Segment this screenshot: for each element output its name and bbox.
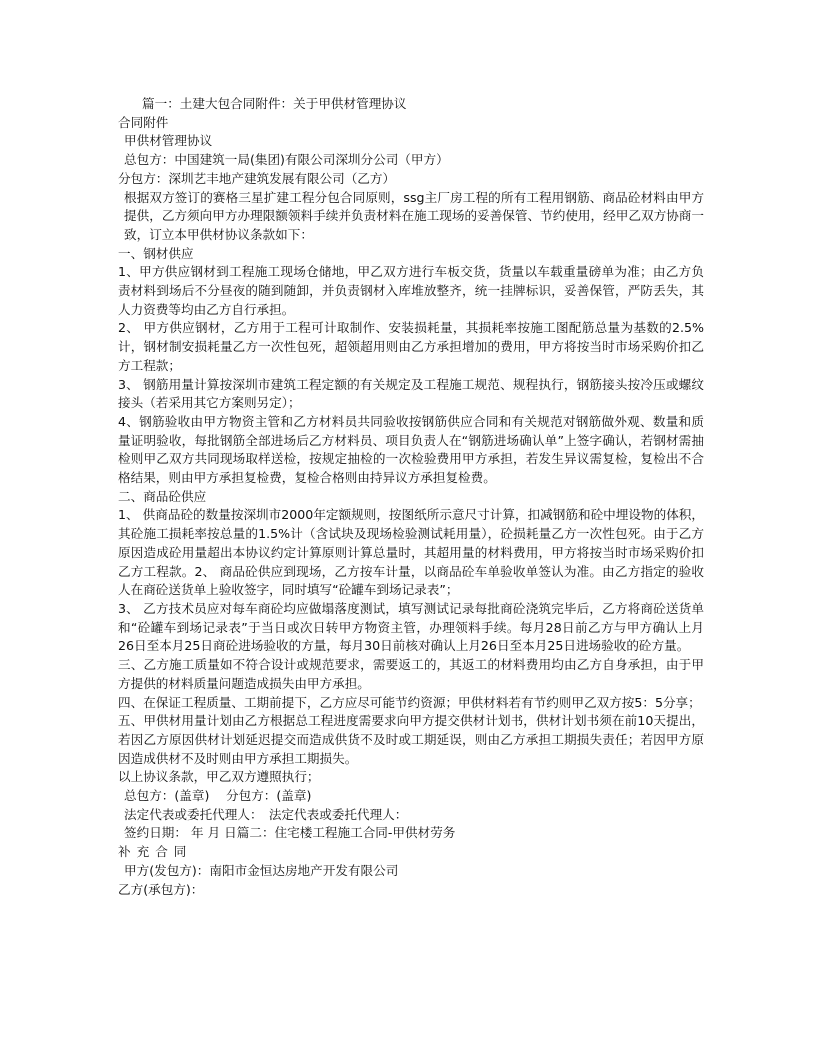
general-contractor-line: 总包方：中国建筑一局(集团)有限公司深圳分公司（甲方） [124, 152, 449, 168]
steel-supply-heading: 一、钢材供应 [118, 245, 194, 261]
concrete-clause-1: 1、 供商品砼的数量按深圳市2000年定额规则，按图纸所示意尺寸计算，扣减钢筋和砼中埋设物的体积，其砼施工损耗率按总量的1.5%计（含试块及现场检验测试耗用量），砼损耗量乙方一次性包死。由于乙方原因造成砼用量超出本协议约定计算原则计算总量时，其超用量的材料费用，甲方将按当时市场采购价扣乙方工程款。2、 商品砼供应到现场，乙方按车计量，以商品砼车单验收单签认为准。由乙方指定的验收人在商砼送货单上验收签字，同时填写“砼罐车到场记录表”； [118, 507, 704, 598]
signing-date-line: 签约日期： 年 月 日篇二：住宅楼工程施工合同-甲供材劳务 [124, 825, 456, 841]
clause-four: 四、在保证工程质量、工期前提下，乙方应尽可能节约资源；甲供材料若有节约则甲乙双方按5：5分享； [118, 694, 701, 710]
clause-five: 五、甲供材用量计划由乙方根据总工程进度需要求向甲方提交供材计划书，供材计划书须在前10天提出，若因乙方原因供材计划延迟提交而造成供货不及时或工期延误，则由乙方承担工期损失责任；若因甲方原因造成供材不及时则由甲方承担工期损失。 [118, 713, 704, 766]
intro-paragraph: 根据双方签订的赛格三星扩建工程分包合同原则，ssg主厂房工程的所有工程用钢筋、商品砼材料由甲方提供，乙方须向甲方办理限额领料手续并负责材料在施工现场的妥善保管、节约使用，经甲乙双方协商一致，订立本甲供材协议条款如下： [124, 189, 704, 242]
concrete-supply-heading: 二、商品砼供应 [118, 488, 207, 504]
party-b-line: 乙方(承包方)： [118, 881, 204, 897]
clause-three: 三、乙方施工质量如不符合设计或规范要求，需要返工的，其返工的材料费用均由乙方自身承担，由于甲方提供的材料质量问题造成损失由甲方承担。 [118, 657, 704, 691]
document-body [118, 95, 704, 899]
concrete-clause-3: 3、 乙方技术员应对每车商砼均应做塌落度测试，填写测试记录每批商砼浇筑完毕后，乙方将商砼送货单和“砼罐车到场记录表”于当日或次日转甲方物资主管，办理领料手续。每月28日前乙方与甲方确认上月26日至本月25日商砼进场验收的方量，每月30日前核对确认上月26日至本月25日进场验收的砼方量。 [118, 600, 704, 654]
subcontractor-line: 分包方：深圳艺丰地产建筑发展有限公司（乙方） [118, 170, 396, 186]
contract-attachment-line: 合同附件 [118, 114, 169, 130]
representatives-line: 法定代表或委托代理人： 法定代表或委托代理人： [124, 806, 408, 822]
steel-clause-4: 4、钢筋验收由甲方物资主管和乙方材料员共同验收按钢筋供应合同和有关规范对钢筋做外观、数量和质量证明验收，每批钢筋全部进场后乙方材料员、项目负责人在“钢筋进场确认单”上签字确认，若钢材需抽检则甲乙双方共同现场取样送检，按规定抽检的一次检验费用甲方承担，若发生异议需复检，复检出不合格结果，则由甲方承担复检费，复检合格则由持异议方承担复检费。 [118, 413, 704, 486]
steel-clause-2: 2、 甲方供应钢材，乙方用于工程可计取制作、安装损耗量，其损耗率按施工图配筋总量为基数的2.5%计，钢材制安损耗量乙方一次性包死，超领超用则由乙方承担增加的费用，甲方将按当时市场采购价扣乙方工程款； [118, 320, 704, 373]
closing-line: 以上协议条款，甲乙双方遵照执行； [118, 769, 320, 785]
steel-clause-3: 3、 钢筋用量计算按深圳市建筑工程定额的有关规定及工程施工规范、规程执行，钢筋接头按冷压或螺纹接头（若采用其它方案则另定）； [118, 376, 704, 411]
document-title: 篇一：土建大包合同附件：关于甲供材管理协议 [142, 96, 407, 111]
seals-line: 总包方：(盖章) 分包方：(盖章) [124, 788, 312, 804]
supplement-contract-line: 补充合同 [118, 844, 193, 860]
party-a-line: 甲方(发包方)：南阳市金恒达房地产开发有限公司 [124, 862, 399, 878]
agreement-name-line: 甲供材管理协议 [124, 133, 213, 149]
steel-clause-1: 1、甲方供应钢材到工程施工现场仓储地，甲乙双方进行车板交货，货量以车载重量磅单为准；由乙方负责材料到场后不分昼夜的随到随卸，并负责钢材入库堆放整齐，统一挂牌标识，妥善保管，严防丢失，其人力资费等均由乙方自行承担。 [118, 264, 704, 317]
